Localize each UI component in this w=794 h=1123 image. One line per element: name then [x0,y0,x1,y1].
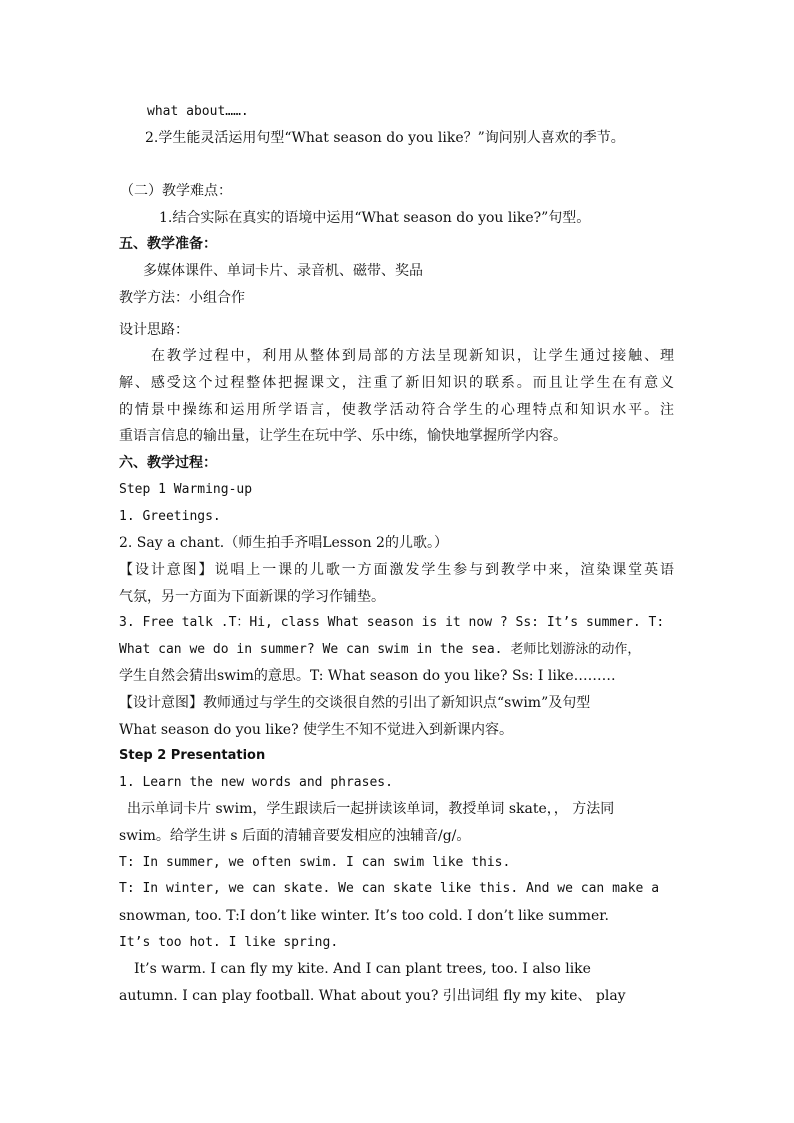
paragraph-line: 解、感受这个过程整体把握课文，注重了新旧知识的联系。而且让学生在有意义 [119,375,674,391]
paragraph-line: 重语言信息的输出量，让学生在玩中学、乐中练，愉快地掌握所学内容。 [119,428,567,444]
text-line: 出示单词卡片 swim，学生跟读后一起拼读该单词，教授单词 skate，， 方法同 [127,801,615,817]
text-line: 气氛，另一方面为下面新课的学习作铺垫。 [119,589,385,605]
text-line: 【设计意图】说唱上一课的儿歌一方面激发学生参与到教学中来，渲染课堂英语 [119,562,674,578]
text-line: 多媒体课件、单词卡片、录音机、磁带、奖品 [143,263,423,279]
text-line: 2.学生能灵活运用句型“What season do you like？”询问别人喜欢的季节。 [145,130,625,146]
text-line: 3. Free talk .T：Hi, class What season is it now ? Ss: It’s summer. T: [119,615,665,630]
text-line: 1. Greetings. [119,509,221,524]
text-line: 2. Say a chant.（师生拍手齐唱Lesson 2的儿歌。） [119,535,448,551]
step-heading: Step 1 Warming-up [119,482,253,497]
paragraph-line: 的情景中操练和运用所学语言，使教学活动符合学生的心理特点和知识水平。注 [119,402,674,418]
step-heading: Step 2 Presentation [119,748,266,763]
section-heading: 六、教学过程： [119,455,217,471]
text-line: swim。给学生讲 s 后面的清辅音要发相应的浊辅音/g/。 [119,828,471,844]
text-line: It’s too hot. I like spring. [119,935,339,950]
text-line: 设计思路： [119,322,189,338]
text-line: autumn. I can play football. What about you? 引出词组 fly my kite、 play [119,988,626,1004]
text-line: T: In summer, we often swim. I can swim like this. [119,855,511,870]
text-line: 1.结合实际在真实的语境中运用“What season do you like?”句型。 [159,210,591,226]
text-line: T: In winter, we can skate. We can skate like this. And we can make a [119,881,660,896]
text-line: 【设计意图】教师通过与学生的交谈很自然的引出了新知识点“swim”及句型 [119,695,591,711]
text-line: What season do you like? 使学生不知不觉进入到新课内容。 [119,722,514,738]
section-heading: （二）教学难点： [120,183,232,199]
section-heading: 五、教学准备： [119,236,217,252]
text-line: It’s warm. I can fly my kite. And I can plant trees, too. I also like [134,961,591,977]
text-line: 1. Learn the new words and phrases. [119,775,393,790]
text-line: What can we do in summer? We can swim in the sea. 老师比划游泳的动作， [119,642,641,657]
text-line: snowman, too. T:I don’t like winter. It’s too cold. I don’t like summer. [119,908,609,924]
text-line: what about……. [147,104,249,119]
text-line: 教学方法：小组合作 [119,290,245,306]
text-line: 学生自然会猜出swim的意思。T: What season do you like? Ss: I like……… [119,668,616,684]
paragraph-line: 在教学过程中，利用从整体到局部的方法呈现新知识，让学生通过接触、理 [151,348,674,364]
